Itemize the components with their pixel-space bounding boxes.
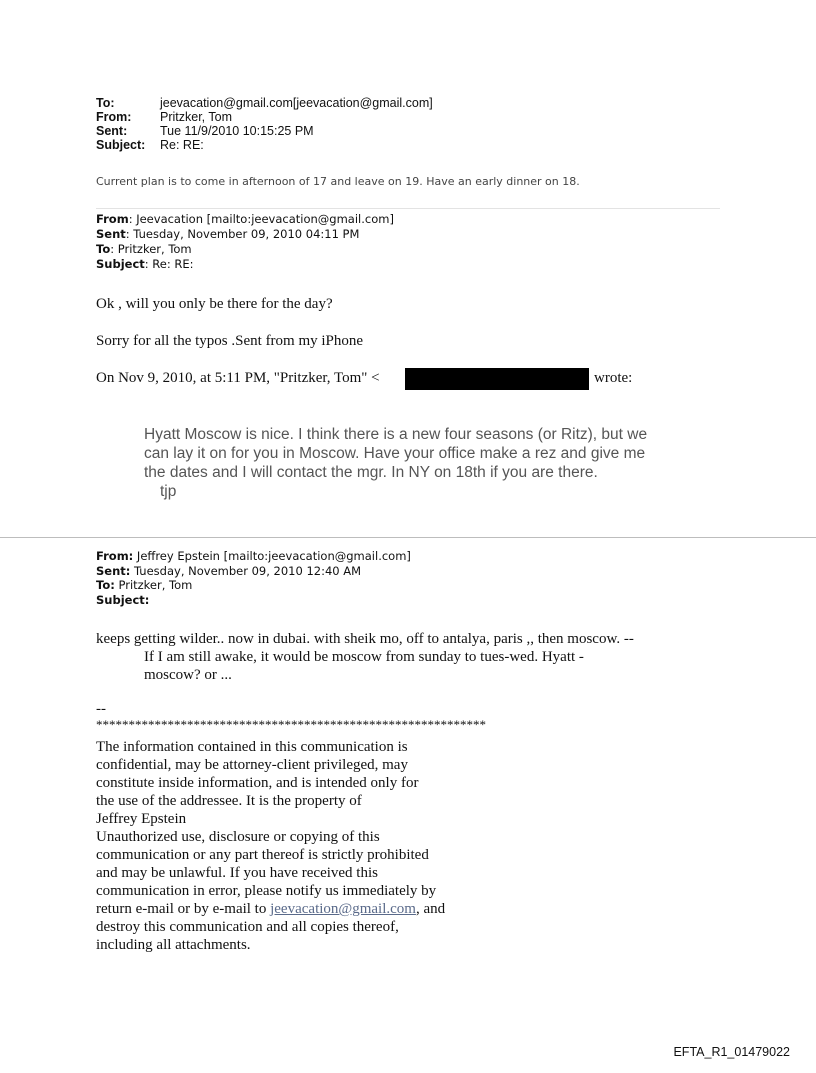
forward2-subject-label: Subject: (96, 592, 150, 607)
signature-stars: ************************************************************ (96, 717, 486, 732)
indented-message (144, 648, 664, 684)
quoted-line: the dates and I will contact the mgr. In NY on 18th if you are there. (144, 464, 598, 481)
signature-dashes: -- (96, 701, 106, 717)
disclaimer-line: including all attachments. (96, 937, 251, 953)
sent-label: Sent: (96, 124, 128, 138)
forward2-sent-value: Tuesday, November 09, 2010 12:40 AM (130, 563, 362, 578)
subject-value: Re: RE: (160, 138, 204, 152)
disclaimer-line: constitute inside information, and is intended only for (96, 775, 419, 791)
quote-intro-prefix: On Nov 9, 2010, at 5:11 PM, "Pritzker, Tom" < (96, 370, 380, 386)
reply-text: Current plan is to come in afternoon of 17 and leave on 19. Have an early dinner on 18. (96, 175, 580, 188)
disclaimer-line (96, 900, 496, 918)
document-id: EFTA_R1_01479022 (673, 1045, 790, 1059)
message-line: Ok , will you only be there for the day? (96, 296, 333, 312)
to-label: To: (96, 96, 115, 110)
from-value: Pritzker, Tom (160, 110, 233, 124)
forward-subject-row (96, 257, 394, 272)
disclaimer-line: and may be unlawful. If you have received this (96, 865, 378, 881)
forward-sent-label: Sent (96, 227, 126, 241)
from-row (96, 110, 433, 124)
forward-header-1 (96, 212, 394, 272)
forward2-from-row (96, 549, 411, 564)
disclaimer-line: Unauthorized use, disclosure or copying of this (96, 829, 380, 845)
disclaimer-line: The information contained in this communication is (96, 739, 408, 755)
quote-intro-suffix: wrote: (594, 370, 633, 386)
disclaimer-suffix: , and (415, 901, 446, 917)
forward-header-2 (96, 549, 411, 607)
subject-row (96, 138, 433, 152)
forward-subject-label: Subject (96, 257, 145, 271)
forward-from-label: From (96, 212, 129, 226)
redaction-box (405, 368, 589, 390)
disclaimer-line: destroy this communication and all copies thereof, (96, 919, 399, 935)
forward-to-label: To (96, 242, 111, 256)
quoted-line: Hyatt Moscow is nice. I think there is a new four seasons (or Ritz), but we (144, 426, 648, 443)
to-value: jeevacation@gmail.com[jeevacation@gmail.com] (160, 96, 433, 110)
forward2-from-label: From: (96, 549, 134, 563)
forward-from-value: : Jeevacation [mailto:jeevacation@gmail.com] (128, 212, 394, 226)
forward-sent-value: : Tuesday, November 09, 2010 04:11 PM (125, 227, 360, 241)
message-line: Sorry for all the typos .Sent from my iPhone (96, 333, 364, 349)
from-label: From: (96, 110, 132, 124)
section-divider (0, 537, 816, 538)
forward-from-row (96, 212, 394, 227)
forward2-to-value: Pritzker, Tom (114, 578, 193, 592)
disclaimer (96, 738, 496, 954)
disclaimer-line: confidential, may be attorney-client privileged, may (96, 757, 408, 773)
disclaimer-line: Jeffrey Epstein (96, 811, 187, 827)
indented-line: moscow? or ... (144, 667, 232, 683)
sent-row (96, 124, 433, 138)
sent-value: Tue 11/9/2010 10:15:25 PM (160, 124, 314, 138)
disclaimer-line: communication in error, please notify us immediately by (96, 883, 437, 899)
to-row (96, 96, 433, 110)
disclaimer-line: the use of the addressee. It is the property of (96, 793, 362, 809)
disclaimer-line: communication or any part thereof is strictly prohibited (96, 847, 429, 863)
forward2-subject-row (96, 593, 411, 608)
forward2-to-label: To: (96, 578, 115, 592)
signature-separator (96, 700, 716, 732)
divider (96, 208, 720, 209)
forward-sent-row (96, 227, 394, 242)
forward-to-row (96, 242, 394, 257)
message-line: keeps getting wilder.. now in dubai. with sheik mo, off to antalya, paris ,, then moscow. -- (96, 631, 634, 647)
disclaimer-prefix: return e-mail or by e-mail to (96, 901, 271, 917)
quoted-signoff: tjp (160, 483, 177, 500)
forward-to-value: : Pritzker, Tom (110, 242, 192, 256)
forward-subject-value: : Re: RE: (144, 257, 194, 271)
forward2-to-row (96, 578, 411, 593)
quoted-message (144, 425, 704, 501)
subject-label: Subject: (96, 138, 146, 152)
forward2-sent-label: Sent: (96, 563, 131, 578)
forward2-sent-row (96, 564, 411, 579)
email-header (96, 96, 433, 152)
quoted-line: can lay it on for you in Moscow. Have your office make a rez and give me (144, 445, 646, 462)
indented-line: If I am still awake, it would be moscow from sunday to tues-wed. Hyatt - (144, 649, 584, 665)
forward2-from-value: Jeffrey Epstein [mailto:jeevacation@gmail.com] (133, 549, 411, 563)
email-link[interactable]: jeevacation@gmail.com (270, 901, 416, 917)
